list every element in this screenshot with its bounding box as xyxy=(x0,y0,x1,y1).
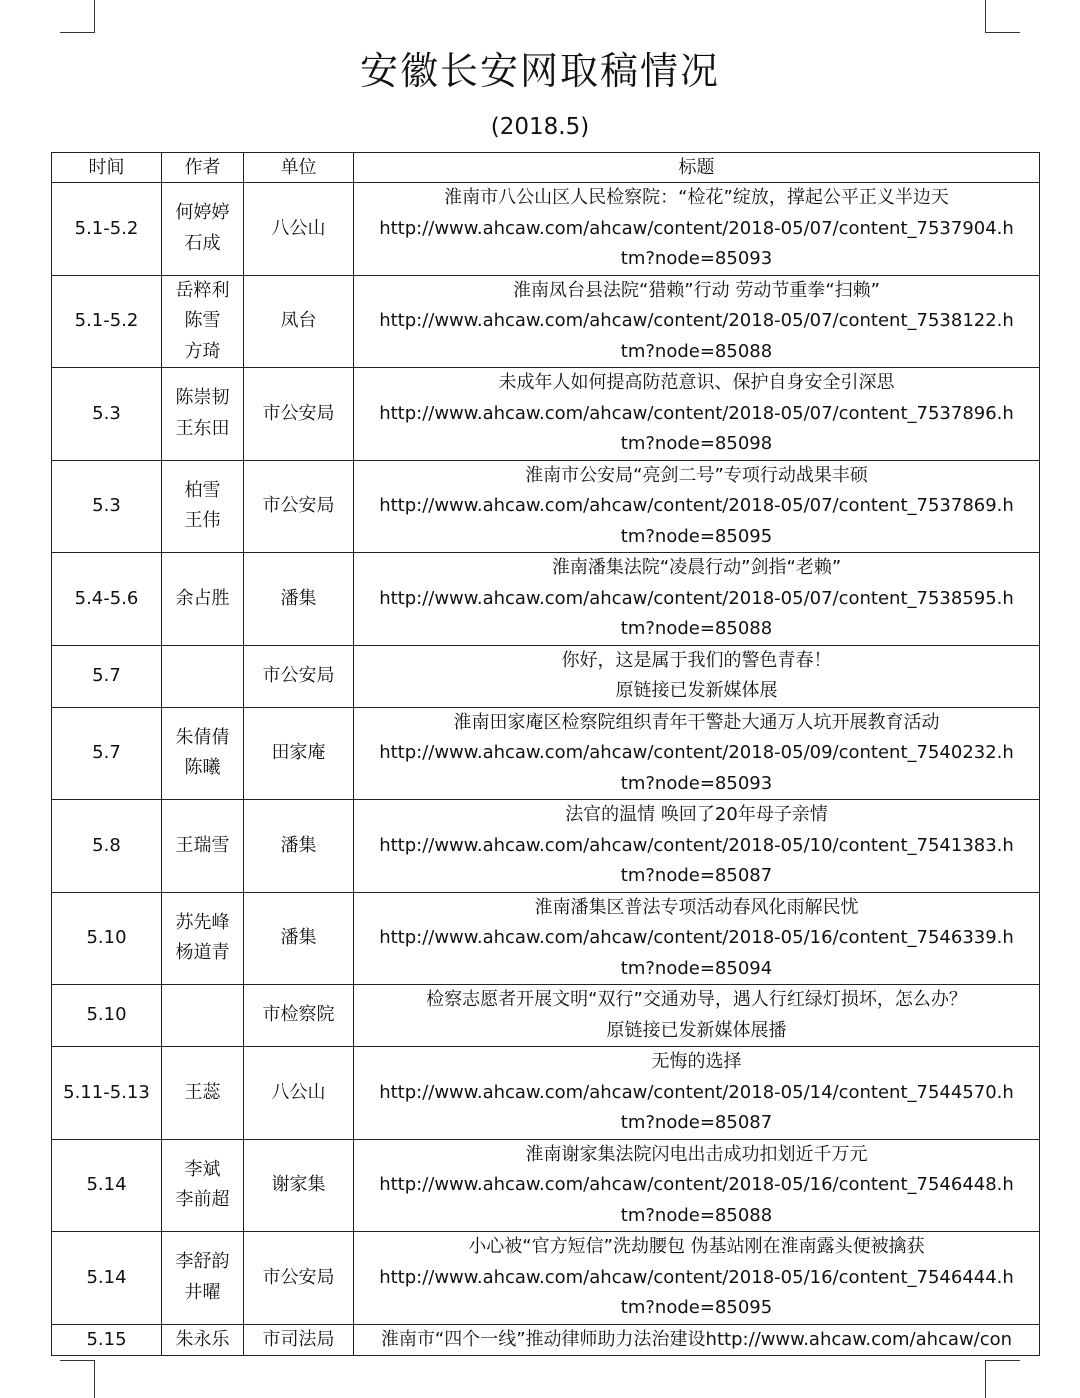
table-row xyxy=(52,1324,1040,1356)
article-link-text: http://www.ahcaw.com/ahcaw/content/2018-05/09/content_7540232.h xyxy=(379,742,1014,763)
cell-author xyxy=(162,892,244,985)
submission-table xyxy=(51,152,1040,1356)
article-link-text: http://www.ahcaw.com/ahcaw/content/2018-05/16/content_7546444.h xyxy=(379,1266,1014,1288)
table-row xyxy=(52,800,1040,893)
cell-time: 5.3 xyxy=(52,368,162,461)
author-name: 岳粹利 xyxy=(175,279,230,301)
table-row xyxy=(52,460,1040,553)
table-row xyxy=(52,985,1040,1047)
table-row xyxy=(52,1047,1040,1140)
article-link-text: tm?node=85094 xyxy=(620,957,773,979)
article-title: 淮南凤台县法院“猎赖”行动 劳动节重拳“扫赖” xyxy=(512,279,881,301)
article-link-text: tm?node=85088 xyxy=(620,1204,773,1226)
author-name: 陈崇韧 xyxy=(175,387,230,409)
crop-mark-top-right xyxy=(985,0,1020,33)
article-title: 未成年人如何提高防范意识、保护自身安全引深思 xyxy=(498,372,895,393)
cell-unit: 市公安局 xyxy=(244,645,354,707)
cell-title xyxy=(354,183,1040,276)
cell-title xyxy=(354,1232,1040,1325)
cell-unit: 谢家集 xyxy=(244,1139,354,1232)
cell-unit: 八公山 xyxy=(244,183,354,276)
table-row xyxy=(52,368,1040,461)
header-author: 作者 xyxy=(162,153,244,183)
table-row xyxy=(52,645,1040,707)
cell-unit: 潘集 xyxy=(244,892,354,985)
article-title: 淮南谢家集法院闪电出击成功扣划近千万元 xyxy=(525,1143,868,1165)
article-title: 淮南潘集法院“凌晨行动”剑指“老赖” xyxy=(551,557,842,578)
author-name: 余占胜 xyxy=(175,587,230,609)
article-title: 淮南田家庵区检察院组织青年干警赴大通万人坑开展教育活动 xyxy=(453,711,940,733)
cell-time: 5.10 xyxy=(52,892,162,985)
cell-unit: 潘集 xyxy=(244,800,354,893)
table-row xyxy=(52,275,1040,368)
article-link-text: tm?node=85095 xyxy=(620,525,773,547)
article-link-text: http://www.ahcaw.com/ahcaw/content/2018-05/16/content_7546339.h xyxy=(379,927,1014,948)
cell-title xyxy=(354,985,1040,1047)
cell-unit: 市公安局 xyxy=(244,460,354,553)
table-row xyxy=(52,183,1040,276)
article-link-text: tm?node=85095 xyxy=(620,1297,773,1318)
article-link-text: http://www.ahcaw.com/ahcaw/content/2018-05/07/content_7537869.h xyxy=(379,495,1014,516)
cell-unit: 市公安局 xyxy=(244,368,354,461)
table-row xyxy=(52,1139,1040,1232)
author-name: 陈曦 xyxy=(184,757,221,779)
article-link-text: http://www.ahcaw.com/ahcaw/content/2018-05/07/content_7537896.h xyxy=(379,402,1014,424)
author-name: 石成 xyxy=(184,232,221,254)
cell-author xyxy=(162,275,244,368)
cell-title xyxy=(354,275,1040,368)
article-link-text: tm?node=85093 xyxy=(620,772,773,794)
cell-unit: 市检察院 xyxy=(244,985,354,1047)
author-name: 朱永乐 xyxy=(175,1328,230,1350)
table-header-row xyxy=(52,153,1040,183)
table-row xyxy=(52,1232,1040,1325)
article-link-text: http://www.ahcaw.com/ahcaw/content/2018-05/07/content_7537904.h xyxy=(379,217,1014,239)
cell-author xyxy=(162,1324,244,1356)
article-title: 法官的温情 唤回了20年母子亲情 xyxy=(565,804,828,825)
cell-time: 5.14 xyxy=(52,1232,162,1325)
article-link-text: http://www.ahcaw.com/ahcaw/content/2018-05/07/content_7538122.h xyxy=(379,310,1014,331)
article-link-text: http://www.ahcaw.com/ahcaw/content/2018-05/14/content_7544570.h xyxy=(379,1081,1014,1103)
article-link-text: tm?node=85088 xyxy=(620,340,773,362)
cell-author xyxy=(162,1047,244,1140)
cell-title xyxy=(354,645,1040,707)
author-name: 王伟 xyxy=(184,510,221,532)
crop-mark-bottom-right xyxy=(985,1360,1020,1398)
author-name: 陈雪 xyxy=(184,310,221,331)
article-title: 你好，这是属于我们的警色青春！ xyxy=(561,649,832,671)
author-name: 王东田 xyxy=(175,417,230,439)
article-title: 检察志愿者开展文明“双行”交通劝导，遇人行红绿灯损坏，怎么办？ xyxy=(426,989,967,1010)
author-name: 柏雪 xyxy=(184,479,221,501)
article-link-text: tm?node=85088 xyxy=(620,618,773,639)
table-row xyxy=(52,707,1040,800)
cell-time: 5.3 xyxy=(52,460,162,553)
cell-author xyxy=(162,645,244,707)
cell-time: 5.1-5.2 xyxy=(52,275,162,368)
article-title: 淮南市八公山区人民检察院：“检花”绽放，撑起公平正义半边天 xyxy=(444,187,949,208)
cell-time: 5.15 xyxy=(52,1324,162,1356)
cell-unit: 凤台 xyxy=(244,275,354,368)
article-link-text: http://www.ahcaw.com/ahcaw/content/2018-05/07/content_7538595.h xyxy=(379,587,1014,609)
article-title: 无悔的选择 xyxy=(651,1051,742,1072)
author-name: 李前超 xyxy=(175,1189,230,1211)
author-name: 杨道青 xyxy=(175,942,230,964)
cell-time: 5.14 xyxy=(52,1139,162,1232)
cell-author xyxy=(162,707,244,800)
author-name: 朱倩倩 xyxy=(175,726,230,748)
author-name: 何婷婷 xyxy=(175,202,230,224)
table-row xyxy=(52,892,1040,985)
article-link-text: tm?node=85087 xyxy=(620,865,773,886)
article-link-text: http://www.ahcaw.com/ahcaw/content/2018-05/10/content_7541383.h xyxy=(379,834,1014,856)
cell-title xyxy=(354,368,1040,461)
article-link-text: 原链接已发新媒体展播 xyxy=(606,1019,787,1041)
cell-author xyxy=(162,1232,244,1325)
cell-title xyxy=(354,460,1040,553)
cell-title xyxy=(354,892,1040,985)
article-link-text: http://www.ahcaw.com/ahcaw/content/2018-05/16/content_7546448.h xyxy=(379,1174,1014,1195)
cell-unit: 八公山 xyxy=(244,1047,354,1140)
cell-author xyxy=(162,985,244,1047)
cell-time: 5.10 xyxy=(52,985,162,1047)
author-name: 王瑞雪 xyxy=(175,834,230,856)
cell-unit: 潘集 xyxy=(244,553,354,646)
cell-author xyxy=(162,368,244,461)
document-title: 安徽长安网取稿情况 xyxy=(359,49,720,93)
cell-title xyxy=(354,553,1040,646)
crop-mark-bottom-left xyxy=(60,1360,95,1398)
cell-time: 5.4-5.6 xyxy=(52,553,162,646)
article-title: 淮南市“四个一线”推动律师助力法治建设http://www.ahcaw.com/ahcaw/con xyxy=(380,1329,1013,1351)
cell-author xyxy=(162,553,244,646)
cell-time: 5.11-5.13 xyxy=(52,1047,162,1140)
author-name: 王蕊 xyxy=(184,1081,221,1103)
article-link-text: tm?node=85098 xyxy=(620,433,773,454)
author-name: 李斌 xyxy=(184,1158,221,1180)
table-row xyxy=(52,553,1040,646)
cell-title xyxy=(354,1324,1040,1356)
cell-unit: 市司法局 xyxy=(244,1324,354,1356)
table-body xyxy=(52,183,1040,1356)
article-title: 淮南潘集区普法专项活动春风化雨解民忧 xyxy=(534,896,859,918)
cell-unit: 田家庵 xyxy=(244,707,354,800)
cell-author xyxy=(162,183,244,276)
cell-unit: 市公安局 xyxy=(244,1232,354,1325)
cell-title xyxy=(354,1139,1040,1232)
article-title: 小心被“官方短信”洗劫腰包 伪基站刚在淮南露头便被擒获 xyxy=(468,1236,925,1257)
cell-time: 5.1-5.2 xyxy=(52,183,162,276)
header-title: 标题 xyxy=(354,153,1040,183)
article-link-text: tm?node=85093 xyxy=(620,248,773,269)
header-unit: 单位 xyxy=(244,153,354,183)
document-subtitle: (2018.5) xyxy=(490,114,590,140)
article-link-text: tm?node=85087 xyxy=(620,1112,773,1133)
author-name: 方琦 xyxy=(184,340,221,362)
cell-author xyxy=(162,460,244,553)
author-name: 李舒韵 xyxy=(175,1251,230,1273)
author-name: 苏先峰 xyxy=(175,911,230,933)
article-title: 淮南市公安局“亮剑二号”专项行动战果丰硕 xyxy=(525,464,868,486)
cell-author xyxy=(162,800,244,893)
article-link-text: 原链接已发新媒体展 xyxy=(615,680,778,701)
cell-time: 5.7 xyxy=(52,707,162,800)
cell-time: 5.8 xyxy=(52,800,162,893)
author-name: 井曜 xyxy=(184,1281,221,1303)
cell-title xyxy=(354,1047,1040,1140)
cell-author xyxy=(162,1139,244,1232)
cell-time: 5.7 xyxy=(52,645,162,707)
cell-title xyxy=(354,800,1040,893)
crop-mark-top-left xyxy=(60,0,95,33)
header-time: 时间 xyxy=(52,153,162,183)
cell-title xyxy=(354,707,1040,800)
